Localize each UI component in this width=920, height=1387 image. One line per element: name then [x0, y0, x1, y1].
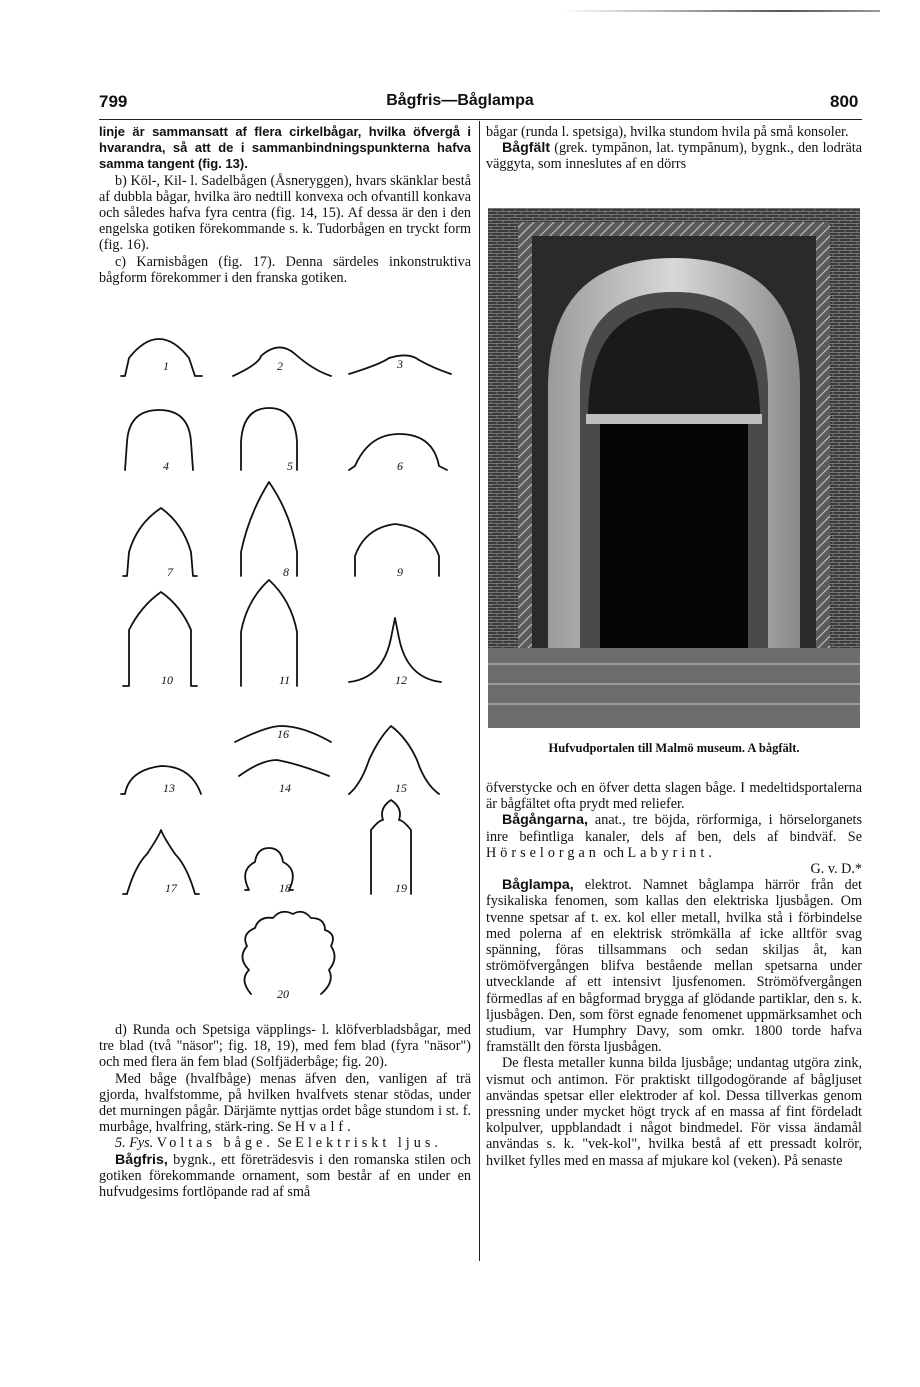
text-span: Se [277, 1135, 292, 1152]
fig-label: 13 [163, 781, 175, 795]
scan-artifact-line [560, 10, 880, 12]
paragraph [99, 1071, 471, 1136]
arch-fig-8 [241, 482, 297, 576]
fig-label: 5 [287, 459, 293, 473]
text-span: Voltas båge. [156, 1135, 274, 1152]
fig-label: 11 [279, 673, 291, 687]
steps [488, 648, 860, 728]
page-number-right: 800 [830, 92, 859, 111]
text-span: anat., tre böjda, rörformiga, i hörselorganets inre befintliga kanaler, dels af ben, dels af bindväf. Se [486, 812, 862, 845]
paragraph: b) Köl-, Kil- l. Sadelbågen (Åsneryggen), hvars skänklar bestå af dubbla bågar, hvilka äro nedtill konvexa och ofvantill konkava och således hafva fyra centra (fig. 14, 15). Af dessa är den i den engelska gotiken förekommande s. k. Tudorbågen en tryckt form (fig. 16). [99, 172, 471, 254]
cross-reference: Hvalf. [294, 1119, 355, 1136]
arch-fig-7 [123, 508, 197, 576]
fig-label: 8 [283, 565, 289, 579]
cross-reference: Elektriskt ljus. [295, 1135, 442, 1152]
author-signature: G. v. D.* [810, 861, 862, 878]
fig-label: 9 [397, 565, 403, 579]
fig-label: 17 [165, 881, 177, 895]
text-span: bygnk., ett företrädesvis i den romanska stilen och gotiken förekommande ornament, som består af en under en hufvudgesims fortlöpande rad af små [99, 1151, 471, 1201]
arch-fig-10 [123, 592, 197, 686]
fig-label: 14 [279, 781, 291, 795]
arch-fig-17 [123, 830, 199, 894]
text-span: och [603, 844, 624, 861]
left-column-bottom [99, 1022, 471, 1200]
paragraph [486, 877, 862, 1055]
paragraph: De flesta metaller kunna bilda ljusbåge; undantag utgöra zink, vismut och antimon. För praktiskt tillgodogörande af bågljuset användas spetsar eller elektroder af kol. Dessa tillverkas genom pressning under mycket högt tryck af en massa af fint fördeladt kolpulver, uppblandadt i något bindmedel. För vissa ändamål användas s. k. "vek-kol", hvilka bestå af ett pressadt kolrör, hvilket fylles med en massa af mjukare kol (veken). På senaste [486, 1055, 862, 1169]
paragraph [99, 1152, 471, 1201]
paragraph [486, 140, 862, 172]
text-span: (grek. tympănon, lat. tympănum), bygnk., den lodräta väggyta, som inneslutes af en dörrs [486, 140, 862, 173]
entry-headword: Bågfris, [115, 1151, 168, 1168]
fig-label: 2 [277, 359, 283, 373]
text-span: Med båge (hvalfbåge) menas äfven den, vanligen af trä gjorda, hvalfstomme, på hvilken hvalfvets stenar stödas, under det murningen pågår. Därjämte nyttjas ordet båge stundom i st. f. murbåge, hvalfring, stärk-ring. Se [99, 1070, 471, 1136]
arch-fig-15 [349, 726, 439, 794]
cross-reference: Labyrint. [627, 844, 716, 861]
fig-label: 19 [395, 881, 407, 895]
paragraph [486, 812, 862, 861]
arch-fig-20 [242, 912, 334, 994]
text-span: elektrot. Namnet båglampa härrör från det fysikaliska fenomen, som kallas den elektriska ljusbågen. Om tvenne spetsar af t. ex. kol eller metall, hvilka stå i förbindelse med polerna af en elektrisk strömkälla af icke alltför svag spänning, föras tillsammans och sedan skiljas åt, kan strömöfvergången blifva bestående mellan spetsarna under utvecklande af ett intensivt ljusfenomen. Strömöfvergången förmedlas af en bågformad brygga af glödande partiklar, den s. k. ljusbågen. Den, som först egnade fenomenet uppmärksamhet och studium, var Humphry Davy, som omkr. 1800 torde hafva framställt den första ljusbågen. [486, 877, 862, 1056]
door-lintel [586, 414, 762, 424]
arch-fig-14 [239, 760, 329, 776]
fig-label: 6 [397, 459, 403, 473]
photo-caption: Hufvudportalen till Malmö museum. A bågfält. [548, 741, 800, 755]
column-rule [479, 121, 480, 1261]
header-rule [99, 119, 862, 120]
entry-headword: Bågfält [502, 140, 551, 157]
paragraph: d) Runda och Spetsiga väpplings- l. klöfverbladsbågar, med tre blad (två "näsor"; fig. 18, 19), med fem blad (fyra "näsor") och med flera än fem blad (Solfjäderbåge; fig. 20). [99, 1022, 471, 1071]
left-column-top [99, 124, 471, 286]
paragraph: linje är sammansatt af flera cirkelbågar, hvilka öfvergå i hvarandra, så att de i sammanbindningspunkterna hafva samma tangent (fig. 13). [99, 124, 471, 172]
arch-fig-1 [121, 339, 202, 376]
paragraph [99, 1135, 471, 1151]
fig-label: 16 [277, 727, 289, 741]
fig-label: 20 [277, 987, 289, 1001]
text-span: 5. Fys. [115, 1135, 154, 1152]
paragraph: öfverstycke och en öfver detta slagen båge. I medeltidsportalerna är bågfältet ofta prydt med reliefer. [486, 780, 862, 813]
entry-headword: Båglampa, [502, 877, 574, 894]
portal-photo [488, 208, 860, 728]
page-number-left: 799 [99, 92, 128, 111]
fig-label: 7 [167, 565, 173, 579]
cross-reference: Hörselorgan [486, 844, 600, 861]
fig-label: 1 [163, 359, 169, 373]
arch-fig-19 [371, 800, 411, 894]
fig-label: 3 [397, 357, 403, 371]
paragraph: bågar (runda l. spetsiga), hvilka stundom hvila på små konsoler. [486, 124, 849, 140]
arch-figures [99, 330, 471, 1030]
arch-fig-13 [121, 766, 201, 794]
fig-label: 15 [395, 781, 407, 795]
right-column-top [486, 124, 862, 173]
paragraph: c) Karnisbågen (fig. 17). Denna särdeles inkonstruktiva bågform förekommer i den franska gotiken. [99, 253, 471, 286]
right-column-body [486, 780, 862, 1169]
fig-label: 12 [395, 673, 407, 687]
arch-fig-4 [125, 410, 193, 470]
arch-fig-11 [241, 580, 297, 686]
entry-headword: Bågångarna, [502, 812, 588, 829]
fig-label: 4 [163, 459, 169, 473]
fig-label: 10 [161, 673, 173, 687]
running-head: Bågfris—Båglampa [386, 92, 534, 109]
fig-label: 18 [279, 881, 291, 895]
